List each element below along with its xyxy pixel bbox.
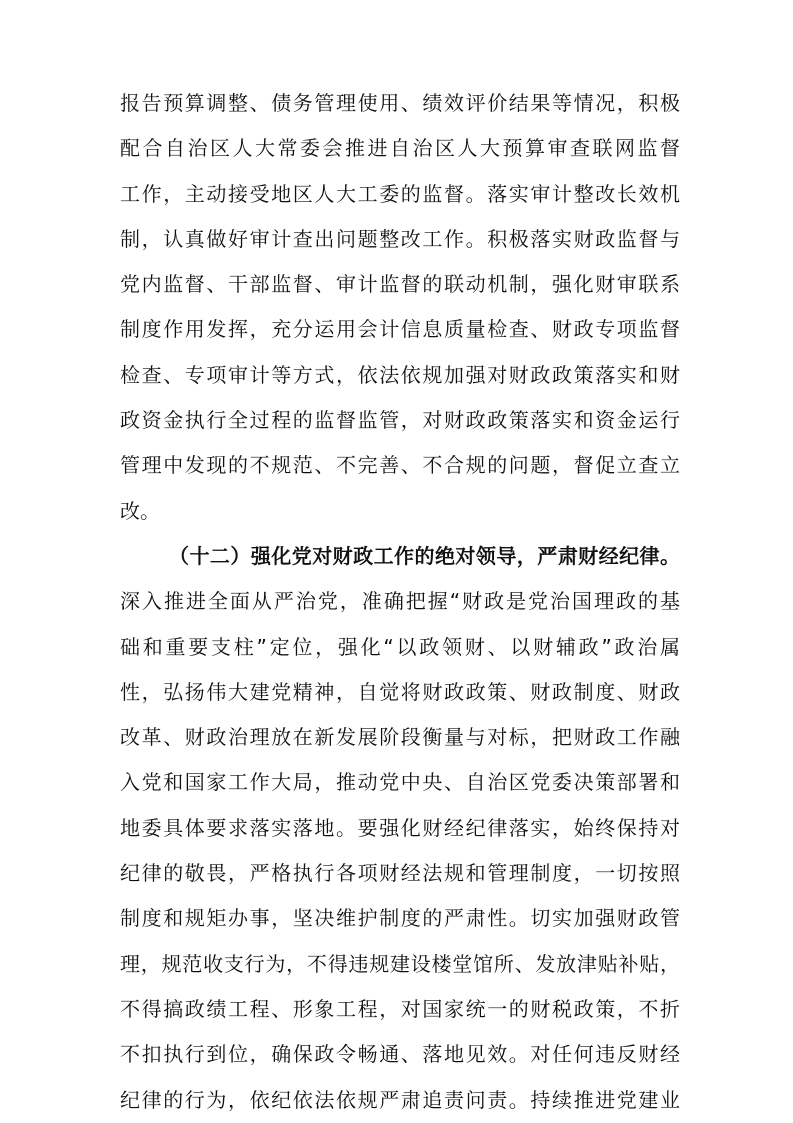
body-text-line: 制，认真做好审计查出问题整改工作。积极落实财政监督与 <box>120 226 680 251</box>
body-text-line: 纪律的行为，依纪依法依规严肃追责问责。持续推进党建业 <box>120 1087 680 1112</box>
body-text-line: 党内监督、干部监督、审计监督的联动机制，强化财审联系 <box>120 272 680 297</box>
body-text-line: 地委具体要求落实落地。要强化财经纪律落实，始终保持对 <box>120 815 680 840</box>
body-text-line: 纪律的敬畏，严格执行各项财经法规和管理制度，一切按照 <box>120 861 680 886</box>
body-text-line: 改。 <box>120 498 160 523</box>
body-text-line: 报告预算调整、债务管理使用、绩效评价结果等情况，积极 <box>120 91 680 115</box>
body-text-line: 性，弘扬伟大建党精神，自觉将财政政策、财政制度、财政 <box>120 679 680 704</box>
body-text-line: 入党和国家工作大局，推动党中央、自治区党委决策部署和 <box>120 770 680 795</box>
document-body <box>120 81 680 1123</box>
body-text-line: 配合自治区人大常委会推进自治区人大预算审查联网监督 <box>120 136 680 161</box>
body-text-line: 检查、专项审计等方式，依法依规加强对财政政策落实和财 <box>120 362 680 387</box>
body-text-line: 不得搞政绩工程、形象工程，对国家统一的财税政策，不折 <box>120 996 680 1021</box>
section-heading: （十二）强化党对财政工作的绝对领导，严肃财经纪律。 <box>169 543 680 568</box>
body-text-line: 制度和规矩办事，坚决维护制度的严肃性。切实加强财政管 <box>120 906 680 931</box>
body-text-line: 改革、财政治理放在新发展阶段衡量与对标，把财政工作融 <box>120 725 680 750</box>
body-text-line: 管理中发现的不规范、不完善、不合规的问题，督促立查立 <box>120 453 680 478</box>
body-text-line: 制度作用发挥，充分运用会计信息质量检查、财政专项监督 <box>120 317 680 342</box>
body-text-line: 不扣执行到位，确保政令畅通、落地见效。对任何违反财经 <box>120 1042 680 1067</box>
body-text-line: 工作，主动接受地区人大工委的监督。落实审计整改长效机 <box>120 181 680 206</box>
body-text-line: 政资金执行全过程的监督监管，对财政政策落实和资金运行 <box>120 408 680 433</box>
body-text-line: 础和重要支柱”定位，强化“以政领财、以财辅政”政治属 <box>120 634 680 659</box>
body-text-line: 深入推进全面从严治党，准确把握“财政是党治国理政的基 <box>120 589 680 614</box>
body-text-line: 理，规范收支行为，不得违规建设楼堂馆所、发放津贴补贴， <box>120 951 680 976</box>
